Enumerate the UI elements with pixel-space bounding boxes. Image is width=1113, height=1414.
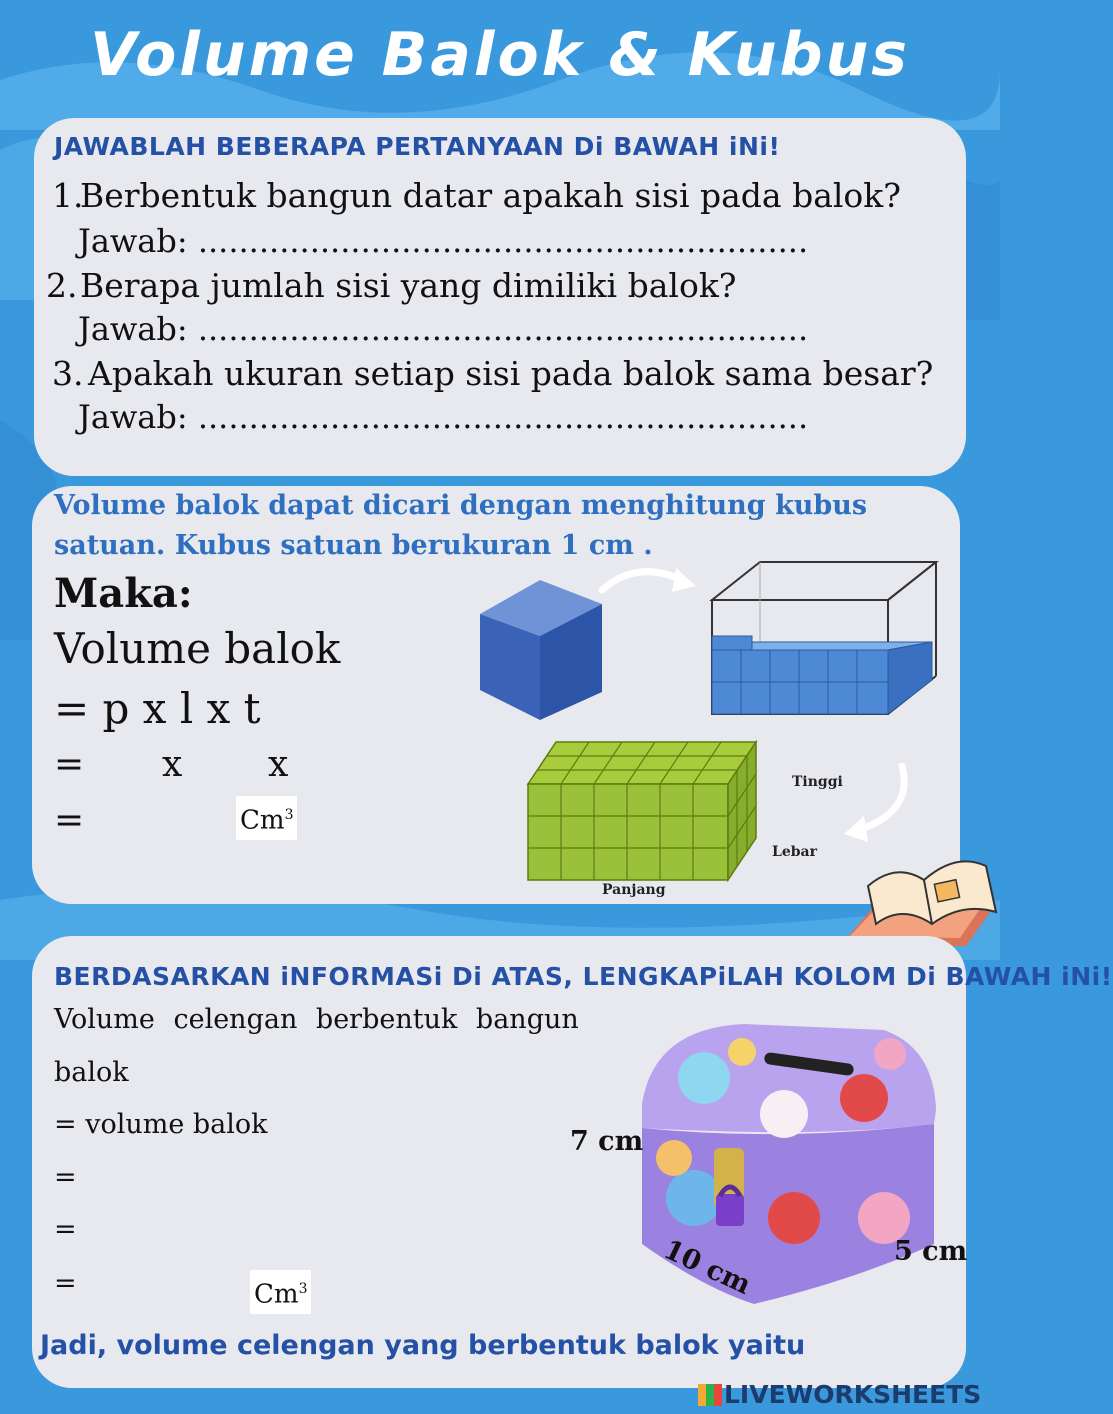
box-filling-icon bbox=[706, 556, 946, 720]
conclusion-text: Jadi, volume celengan yang berbentuk balok yaitu bbox=[40, 1330, 806, 1361]
exercise-unit-cm3: Cm$^3$ bbox=[250, 1270, 311, 1314]
exercise-line-2: balok bbox=[54, 1057, 129, 1088]
exercise-equals-3[interactable]: = bbox=[54, 1268, 77, 1299]
info-line-1: Volume balok dapat dicari dengan menghitung kubus bbox=[54, 490, 868, 521]
exercise-equals-1[interactable]: = bbox=[54, 1162, 77, 1193]
answer-2-field[interactable]: Jawab: ............................................................ bbox=[78, 310, 809, 348]
tinggi-label: Tinggi bbox=[792, 774, 843, 790]
questions-heading: JAWABLAH BEBERAPA PERTANYAAN Di BAWAH iNi! bbox=[54, 132, 781, 161]
arrow-icon bbox=[598, 556, 698, 596]
page-title: Volume Balok & Kubus bbox=[90, 20, 910, 90]
question-2-number: 2. bbox=[46, 266, 78, 305]
arrow-down-icon bbox=[840, 760, 920, 844]
times-2[interactable]: x bbox=[268, 744, 289, 785]
question-3-number: 3. bbox=[52, 354, 84, 393]
answer-3-field[interactable]: Jawab: ............................................................ bbox=[78, 398, 809, 436]
question-1-number: 1. bbox=[52, 176, 84, 215]
info-line-2: satuan. Kubus satuan berukuran 1 cm . bbox=[54, 530, 653, 561]
answer-1-field[interactable]: Jawab: ............................................................ bbox=[78, 222, 809, 260]
exercise-heading: BERDASARKAN iNFORMASi Di ATAS, LENGKAPiLAH KOLOM Di BAWAH iNi! bbox=[54, 962, 1113, 991]
volume-balok-label: Volume balok bbox=[54, 624, 341, 673]
times-1[interactable]: x bbox=[162, 744, 183, 785]
exercise-line-1: Volume celengan berbentuk bangun bbox=[54, 1004, 579, 1035]
question-1-text: Berbentuk bangun datar apakah sisi pada balok? bbox=[80, 176, 901, 215]
width-dimension: 5 cm bbox=[894, 1236, 968, 1267]
liveworksheets-logo-icon bbox=[698, 1384, 722, 1406]
length-dimension: 10 cm bbox=[658, 1234, 756, 1301]
watermark: LIVEWORKSHEETS bbox=[698, 1380, 981, 1409]
exercise-equals-2[interactable]: = bbox=[54, 1214, 77, 1245]
height-dimension: 7 cm bbox=[570, 1126, 644, 1157]
formula-text: = p x l x t bbox=[54, 684, 261, 733]
equals-1: = bbox=[54, 744, 85, 785]
question-2-text: Berapa jumlah sisi yang dimiliki balok? bbox=[80, 266, 737, 305]
exercise-line-3: = volume balok bbox=[54, 1109, 268, 1140]
unit-cube-icon bbox=[470, 574, 610, 724]
unit-cm3: Cm$^3$ bbox=[236, 796, 297, 840]
equals-2: = bbox=[54, 800, 85, 841]
question-3-text: Apakah ukuran setiap sisi pada balok sama besar? bbox=[88, 354, 934, 393]
panjang-label: Panjang bbox=[602, 882, 666, 898]
green-cuboid-icon bbox=[526, 738, 760, 884]
lebar-label: Lebar bbox=[772, 844, 817, 860]
maka-label: Maka: bbox=[54, 570, 193, 617]
